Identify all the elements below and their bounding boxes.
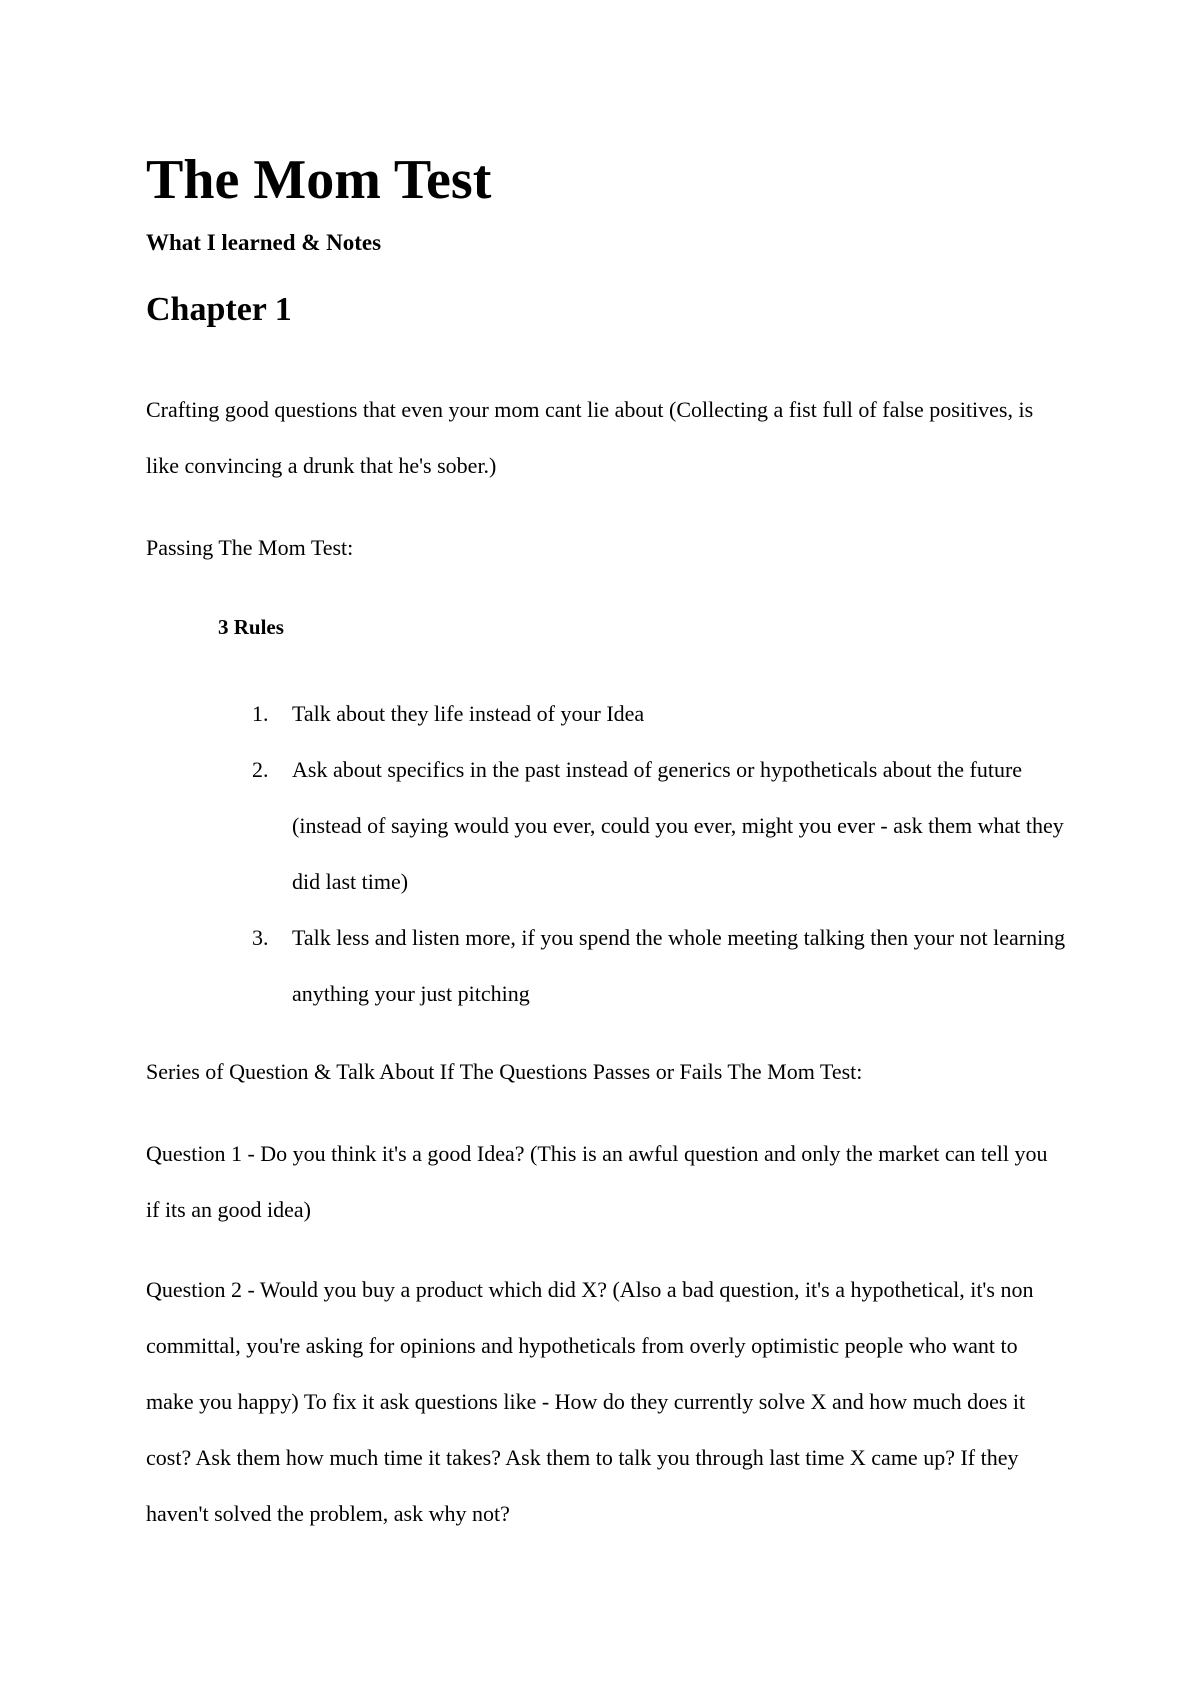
document-title: The Mom Test xyxy=(146,149,492,211)
list-item xyxy=(252,742,1072,910)
list-item-text: Talk about they life instead of your Idea xyxy=(292,701,645,726)
intro-paragraph: Crafting good questions that even your mom cant lie about (Collecting a fist full of false positives, is like convincing a drunk that he's sober.) xyxy=(146,397,1034,478)
document-subtitle: What I learned & Notes xyxy=(146,230,382,255)
rules-list xyxy=(252,686,1072,1022)
list-item-text: Talk less and listen more, if you spend the whole meeting talking then your not learning anything your just pitching xyxy=(292,925,1066,1006)
chapter-heading: Chapter 1 xyxy=(146,291,292,328)
list-item xyxy=(252,686,1072,742)
rules-heading: 3 Rules xyxy=(218,615,284,639)
question-1-paragraph: Question 1 - Do you think it's a good Idea? (This is an awful question and only the market can tell you if its an good idea) xyxy=(146,1141,1048,1222)
list-item-number: 2. xyxy=(252,757,269,782)
list-item xyxy=(252,910,1072,1022)
list-item-number: 3. xyxy=(252,925,269,950)
passing-label: Passing The Mom Test: xyxy=(146,535,354,560)
list-item-number: 1. xyxy=(252,701,269,726)
series-intro-paragraph: Series of Question & Talk About If The Questions Passes or Fails The Mom Test: xyxy=(146,1059,863,1084)
question-2-paragraph: Question 2 - Would you buy a product which did X? (Also a bad question, it's a hypothetical, it's non committal, you're asking for opinions and hypotheticals from overly optimistic people who want to make you happy) To fix it ask questions like - How do they currently solve X and how much does it cost? Ask them how much time it takes? Ask them to talk you through last time X came up? If they haven't solved the problem, ask why not? xyxy=(146,1277,1034,1526)
list-item-text: Ask about specifics in the past instead of generics or hypotheticals about the future (instead of saying would you ever, could you ever, might you ever - ask them what they did last time) xyxy=(292,757,1064,894)
